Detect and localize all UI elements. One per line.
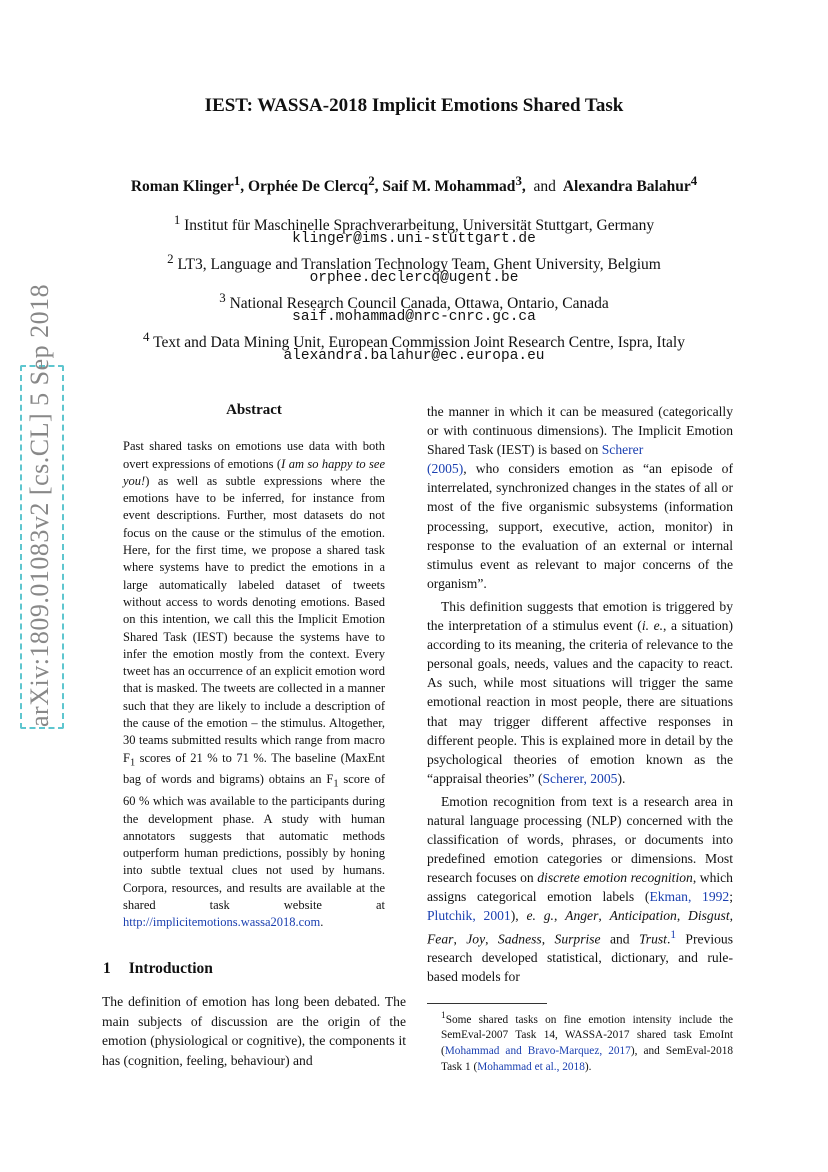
citation-link[interactable]: Mohammad and Bravo-Marquez, 2017	[444, 1044, 631, 1057]
arxiv-stamp: arXiv:1809.01083v2 [cs.CL] 5 Sep 2018	[20, 365, 64, 729]
author-name: Saif M. Mohammad	[382, 178, 516, 196]
footnote: $^1$Some shared tasks on fine emotion intensity include the SemEval-2007 Task 14, WASSA-2017 shared task EmoInt (Mohammad and Bravo-Marquez, 2017), and SemEval-2018 Task 1 (Mohammad et al., 2018).	[441, 1011, 734, 1073]
author-name: Roman Klinger	[130, 178, 234, 196]
footnote-rule	[427, 1003, 547, 1004]
paper-title: IEST: WASSA-2018 Implicit Emotions Shared Task	[204, 95, 624, 116]
citation-link[interactable]: (2005)	[427, 461, 464, 477]
website-link[interactable]: http://implicitemotions.wassa2018.com	[123, 915, 321, 930]
paragraph: Emotion recognition from text is a research area in natural language processing (NLP) concerned with the classification of words, phrases, or documents into predefined emotion categories or dimensions. Most research focuses on discrete emotion recognition, which assigns categorical emotion labels (Ekman, 1992; Plutchik, 2001), e. g., Anger, Anticipation, Disgust, Fear, Joy, Sadness, Surprise and Trust.$^1$ Previous research developed statistical, dictionary, and rule-based models for	[427, 793, 734, 985]
author-list: Roman Klinger$^1$, Orphée De Clercq$^2$, Saif M. Mohammad$^3$, and Alexandra Balahur$^4$	[130, 173, 698, 196]
email[interactable]: klinger@ims.uni-stuttgart.de	[292, 230, 536, 247]
affiliation: $^4$ Text and Data Mining Unit, European Commission Joint Research Centre, Ispra, Italy	[143, 329, 685, 352]
right-column	[427, 402, 733, 990]
email[interactable]: saif.mohammad@nrc-cnrc.gc.ca	[292, 308, 536, 325]
citation-link[interactable]: Ekman, 1992	[649, 889, 730, 905]
abstract-text: Past shared tasks on emotions use data with both overt expressions of emotions (I am so happy to see you!) as well as subtle expressions where the emotions have to be inferred, for instance from event descriptions. Further, most datasets do not focus on the cause or the stimulus of the emotion. Here, for the first time, we propose a shared task where systems have to predict the emotions in a large automatically labeled dataset of tweets without access to words denoting emotions. Based on this intention, we call this the Implicit Emotion Shared Task (IEST) because the systems have to infer the emotion mostly from the context. Every tweet has an occurrence of an explicit emotion word that is masked. The tweets are collected in a manner such that they are likely to include a description of the cause of the emotion – the stimulus. Altogether, 30 teams submitted results which range from macro $F_1$ scores of 21 % to 71 %. The baseline (MaxEnt bag of words and bigrams) obtains an $F_1$ score of 60 % which was available to the participants during the development phase. A study with human annotators suggests that automatic methods outperform human predictions, possibly by honing into subtle textual clues not used by humans. Corpora, resources, and results are available at the shared task website at http://implicitemotions.wassa2018.com.	[123, 439, 385, 930]
abstract-section	[123, 402, 385, 932]
citation-link[interactable]: Scherer, 2005	[542, 770, 618, 786]
author-name: Orphée De Clercq	[247, 178, 369, 196]
citation-link[interactable]: Mohammad et al., 2018	[477, 1060, 585, 1073]
footnote-marker[interactable]: 1	[670, 928, 677, 941]
paragraph: This definition suggests that emotion is triggered by the interpretation of a stimulus event (i. e., a situation) according to its meaning, the criteria of relevance to the personal goals, needs, values and the capacity to react. As such, while most situations will trigger the same emotional reaction in most people, there are situations that may trigger different affective responses in different people. This is explained more in detail by the psychological theories of emotion known as the “appraisal theories” (Scherer, 2005).	[427, 598, 734, 786]
affiliation: $^1$ Institut für Maschinelle Sprachverarbeitung, Universität Stuttgart, Germany	[173, 212, 655, 235]
citation-link[interactable]: Scherer	[601, 442, 644, 458]
author-name: Alexandra Balahur	[562, 178, 691, 196]
paragraph: the manner in which it can be measured (categorically or with continuous dimensions). The Implicit Emotion Shared Task (IEST) is based on Scherer (2005), who considers emotion as “an episode of interrelated, synchronized changes in the states of all or most of the five organismic subsystems (information processing, support, executive, action, monitor) in response to the evaluation of an external or internal stimulus event as relevant to major concerns of the organism”.	[427, 404, 733, 591]
affiliations	[0, 210, 828, 366]
email[interactable]: orphee.declercq@ugent.be	[309, 269, 519, 286]
affiliation: $^2$ LT3, Language and Translation Technology Team, Ghent University, Belgium	[167, 251, 661, 274]
section-heading-introduction: 1 Introduction	[103, 960, 213, 977]
abstract-heading: Abstract	[226, 402, 282, 418]
affiliation: $^3$ National Research Council Canada, Ottawa, Ontario, Canada	[219, 290, 609, 313]
intro-text: The definition of emotion has long been debated. The main subjects of discussion are the origin of the emotion (physiological or cognitive), the components it has (cognition, feeling, behaviour) and	[102, 994, 406, 1068]
citation-link[interactable]: Plutchik, 2001	[427, 908, 511, 924]
email[interactable]: alexandra.balahur@ec.europa.eu	[283, 347, 545, 364]
